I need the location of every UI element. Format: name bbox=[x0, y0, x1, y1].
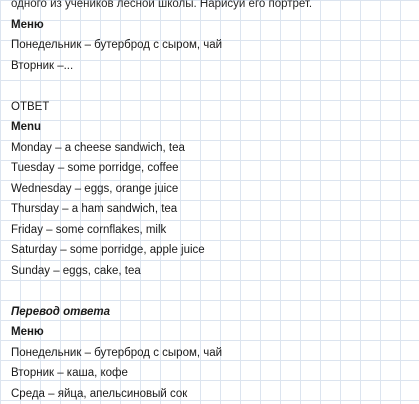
translation-line-monday: Понедельник – бутерброд с сыром, чай bbox=[11, 343, 419, 364]
task-line-tuesday: Вторник –... bbox=[11, 56, 419, 77]
translation-heading: Перевод ответа bbox=[11, 302, 419, 323]
task-intro-text: одного из учеников лесной школы. Нарисуй его портрет. bbox=[11, 0, 419, 15]
translation-menu-heading: Меню bbox=[11, 322, 419, 343]
answer-line-wednesday: Wednesday – eggs, orange juice bbox=[11, 179, 419, 200]
task-line-monday: Понедельник – бутерброд с сыром, чай bbox=[11, 35, 419, 56]
spacer bbox=[11, 281, 419, 302]
answer-line-saturday: Saturday – some porridge, apple juice bbox=[11, 240, 419, 261]
translation-line-tuesday: Вторник – каша, кофе bbox=[11, 363, 419, 384]
answer-menu-heading: Menu bbox=[11, 117, 419, 138]
answer-line-sunday: Sunday – eggs, cake, tea bbox=[11, 261, 419, 282]
document-body bbox=[11, 0, 419, 404]
answer-line-friday: Friday – some cornflakes, milk bbox=[11, 220, 419, 241]
answer-line-tuesday: Tuesday – some porridge, coffee bbox=[11, 158, 419, 179]
spacer bbox=[11, 76, 419, 97]
answer-heading: ОТВЕТ bbox=[11, 97, 419, 118]
answer-line-monday: Monday – a cheese sandwich, tea bbox=[11, 138, 419, 159]
answer-line-thursday: Thursday – a ham sandwich, tea bbox=[11, 199, 419, 220]
task-menu-heading: Меню bbox=[11, 15, 419, 36]
translation-line-wednesday: Среда – яйца, апельсиновый сок bbox=[11, 384, 419, 404]
